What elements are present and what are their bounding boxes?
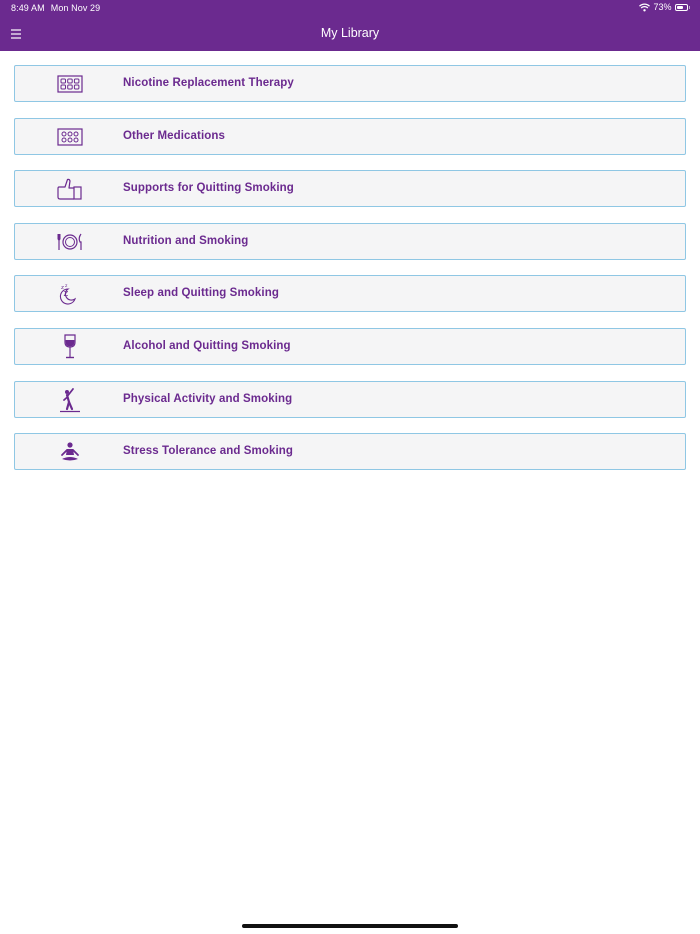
library-item-label: Other Medications: [123, 129, 226, 142]
library-item-supports-for-quitting-smoking[interactable]: [14, 170, 686, 207]
navigation-bar: [0, 17, 700, 51]
battery-tip: [689, 6, 691, 9]
library-item-label: Sleep and Quitting Smoking: [123, 287, 279, 300]
library-item-nutrition-and-smoking[interactable]: [14, 223, 686, 260]
library-item-physical-activity-and-smoking[interactable]: [14, 381, 686, 418]
battery-percent: 73%: [653, 2, 672, 12]
library-item-alcohol-and-quitting-smoking[interactable]: [14, 328, 686, 365]
library-item-label: Alcohol and Quitting Smoking: [123, 339, 291, 352]
library-item-label: Stress Tolerance and Smoking: [123, 445, 294, 458]
library-item-stress-tolerance-and-smoking[interactable]: [14, 433, 686, 470]
wifi-icon: [639, 3, 650, 12]
status-time-date: [11, 3, 100, 13]
library-item-label: Nutrition and Smoking: [123, 234, 249, 247]
plate-utensils-icon: [55, 229, 85, 255]
status-bar: [0, 0, 700, 17]
battery-level: [677, 6, 684, 9]
library-item-label: Physical Activity and Smoking: [123, 392, 293, 405]
pill-pack-icon: [55, 124, 85, 150]
svg-text:z: z: [65, 284, 68, 290]
home-indicator[interactable]: [242, 924, 458, 928]
blister-pack-icon: [55, 71, 85, 97]
wine-glass-icon: [55, 334, 85, 360]
sleep-moon-icon: [55, 281, 85, 307]
meditation-figure-icon: [55, 439, 85, 465]
svg-text:Z: Z: [63, 290, 69, 299]
library-item-label: Nicotine Replacement Therapy: [123, 77, 294, 89]
library-item-sleep-and-quitting-smoking[interactable]: [14, 275, 686, 312]
library-item-other-medications[interactable]: [14, 118, 686, 155]
library-list: [14, 65, 686, 486]
svg-text:z: z: [61, 285, 64, 292]
library-item-nicotine-replacement-therapy[interactable]: [14, 65, 686, 102]
exercise-figure-icon: [55, 387, 85, 413]
battery-icon: [675, 4, 688, 11]
status-indicators: [639, 2, 690, 12]
status-date: Mon Nov 29: [50, 3, 101, 13]
library-item-label: Supports for Quitting Smoking: [123, 182, 294, 195]
page-title: My Library: [320, 26, 380, 40]
thumbs-up-icon: [55, 176, 85, 202]
status-time: 8:49 AM: [11, 3, 45, 13]
